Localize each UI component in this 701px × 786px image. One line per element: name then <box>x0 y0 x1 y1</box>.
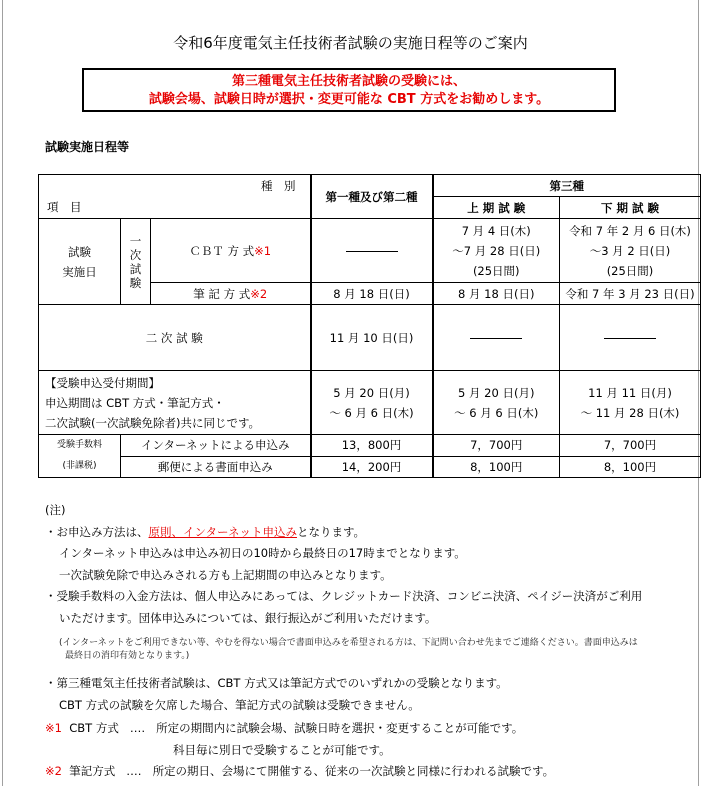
fee-internet-class-1-2: 13，800円 <box>311 435 433 457</box>
notes <box>45 500 685 783</box>
dash-line <box>604 338 656 339</box>
application-period-label: 【受験申込受付期間】 申込期間は CBT 方式・筆記方式・ 二次試験(一次試験免除者)共に同じです。 <box>39 371 311 435</box>
second-exam-class-3-first <box>433 305 560 371</box>
dash-line <box>346 251 398 252</box>
application-class-3-second: 11 月 11 日(月) ～ 11 月 28 日(木) <box>560 371 701 435</box>
paper-class-3-second: 令和 7 年 3 月 23 日(日) <box>560 283 701 305</box>
note-line-3: 一次試験免除で申込みされる方も上記期間の申込みとなります。 <box>59 567 392 582</box>
header-class-3-first: 上 期 試 験 <box>433 197 560 219</box>
dash-line <box>470 338 522 339</box>
header-class-1-2: 第一種及び第二種 <box>311 175 433 219</box>
notice-line-2: 試験会場、試験日時が選択・変更可能な CBT 方式をお勧めします。 <box>148 92 550 107</box>
notes-header: (注) <box>45 503 66 517</box>
second-exam-class-3-second <box>560 305 701 371</box>
cbt-class-3-first: 7 月 4 日(木) ～7 月 28 日(日) (25日間) <box>433 219 560 283</box>
header-item: 項 目 <box>47 200 82 214</box>
fee-mail-class-3-second: 8，100円 <box>560 456 701 478</box>
fee-internet-class-3-second: 7，700円 <box>560 435 701 457</box>
application-class-1-2: 5 月 20 日(月) ～ 6 月 6 日(木) <box>311 371 433 435</box>
cbt-class-3-second: 令和 7 年 2 月 6 日(木) ～3 月 2 日(日) (25日間) <box>560 219 701 283</box>
mark-1-line <box>45 718 685 740</box>
paper-mark: ※2 <box>250 286 268 301</box>
note-small-1: (インターネットをご利用できない等、やむを得ない場合で書面申込みを希望される方は、下記問い合わせ先までご連絡ください。書面申込みは <box>59 638 638 648</box>
note-1-pre: ・お申込み方法は、 <box>45 524 149 539</box>
header-class-3: 第三種 <box>433 175 701 197</box>
internet-application-link[interactable]: 原則、インターネット申込み <box>148 524 297 539</box>
mark-2-text: 所定の期日、会場にて開催する、従来の一次試験と同様に行われる試験です。 <box>152 764 555 778</box>
mark-1-label: CBT 方式 <box>69 721 119 735</box>
fee-mail-class-3-first: 8，100円 <box>433 456 560 478</box>
cbt-label: ＣＢＴ 方 式 <box>189 243 255 258</box>
cbt-mark: ※1 <box>254 243 272 258</box>
fee-internet-label: インターネットによる申込み <box>121 435 311 457</box>
mark-2: ※2 <box>45 764 62 778</box>
second-exam-class-1-2: 11 月 10 日(日) <box>311 305 433 371</box>
schedule-table <box>38 174 701 478</box>
header-kind: 種 別 <box>261 179 296 193</box>
note-line-2: インターネット申込みは申込み初日の10時から最終日の17時までとなります。 <box>59 546 466 560</box>
second-exam-label: 二 次 試 験 <box>39 305 311 371</box>
note-line-4: ・受験手数料の入金方法は、個人申込みにあっては、クレジットカード決済、コンビニ決済、ペイジー決済がご利用 <box>45 589 643 603</box>
mark-2-dots: ‥‥ <box>126 764 142 778</box>
paper-class-1-2: 8 月 18 日(日) <box>311 283 433 305</box>
note-small-2: 最終日の消印有効となります。) <box>65 651 190 661</box>
header-corner <box>39 175 311 219</box>
mark-1: ※1 <box>45 721 62 735</box>
fee-mail-label: 郵便による書面申込み <box>121 456 311 478</box>
mark-2-line <box>45 761 685 783</box>
note-line-7: CBT 方式の試験を欠席した場合、筆記方式の試験は受験できません。 <box>59 697 420 712</box>
paper-label-cell <box>151 283 311 305</box>
application-class-3-first: 5 月 20 日(月) ～ 6 月 6 日(木) <box>433 371 560 435</box>
fee-mail-class-1-2: 14，200円 <box>311 456 433 478</box>
mark-1-text: 所定の期間内に試験会場、試験日時を選択・変更することが可能です。 <box>156 721 524 735</box>
mark-1-dots: ‥‥ <box>129 721 146 735</box>
note-line-6: ・第三種電気主任技術者試験は、CBT 方式又は筆記方式でのいずれかの受験となります。 <box>45 676 508 690</box>
notice-box <box>82 68 616 112</box>
fee-label: 受験手数料 (非課税) <box>39 435 121 478</box>
section-title: 試験実施日程等 <box>45 140 130 154</box>
note-1-post: となります。 <box>296 524 366 539</box>
mark-2-label: 筆記方式 <box>69 764 116 778</box>
notice-line-1: 第三種電気主任技術者試験の受験には、 <box>231 74 466 89</box>
mark-1-line-2: 科目毎に別日で受験することが可能です。 <box>173 742 391 757</box>
paper-class-3-first: 8 月 18 日(日) <box>433 283 560 305</box>
cbt-class-1-2 <box>311 219 433 283</box>
fee-internet-class-3-first: 7，700円 <box>433 435 560 457</box>
note-line-1 <box>45 522 685 544</box>
row-label-exam-date: 試験 実施日 <box>39 219 121 305</box>
row-label-first-exam: 一 次 試 験 <box>121 219 151 305</box>
header-class-3-second: 下 期 試 験 <box>560 197 701 219</box>
cbt-label-cell <box>151 219 311 283</box>
page-title: 令和6年度電気主任技術者試験の実施日程等のご案内 <box>173 34 528 52</box>
note-line-5: いただけます。団体申込みについては、銀行振込がご利用いただけます。 <box>59 610 437 625</box>
paper-label: 筆 記 方 式 <box>193 286 251 301</box>
